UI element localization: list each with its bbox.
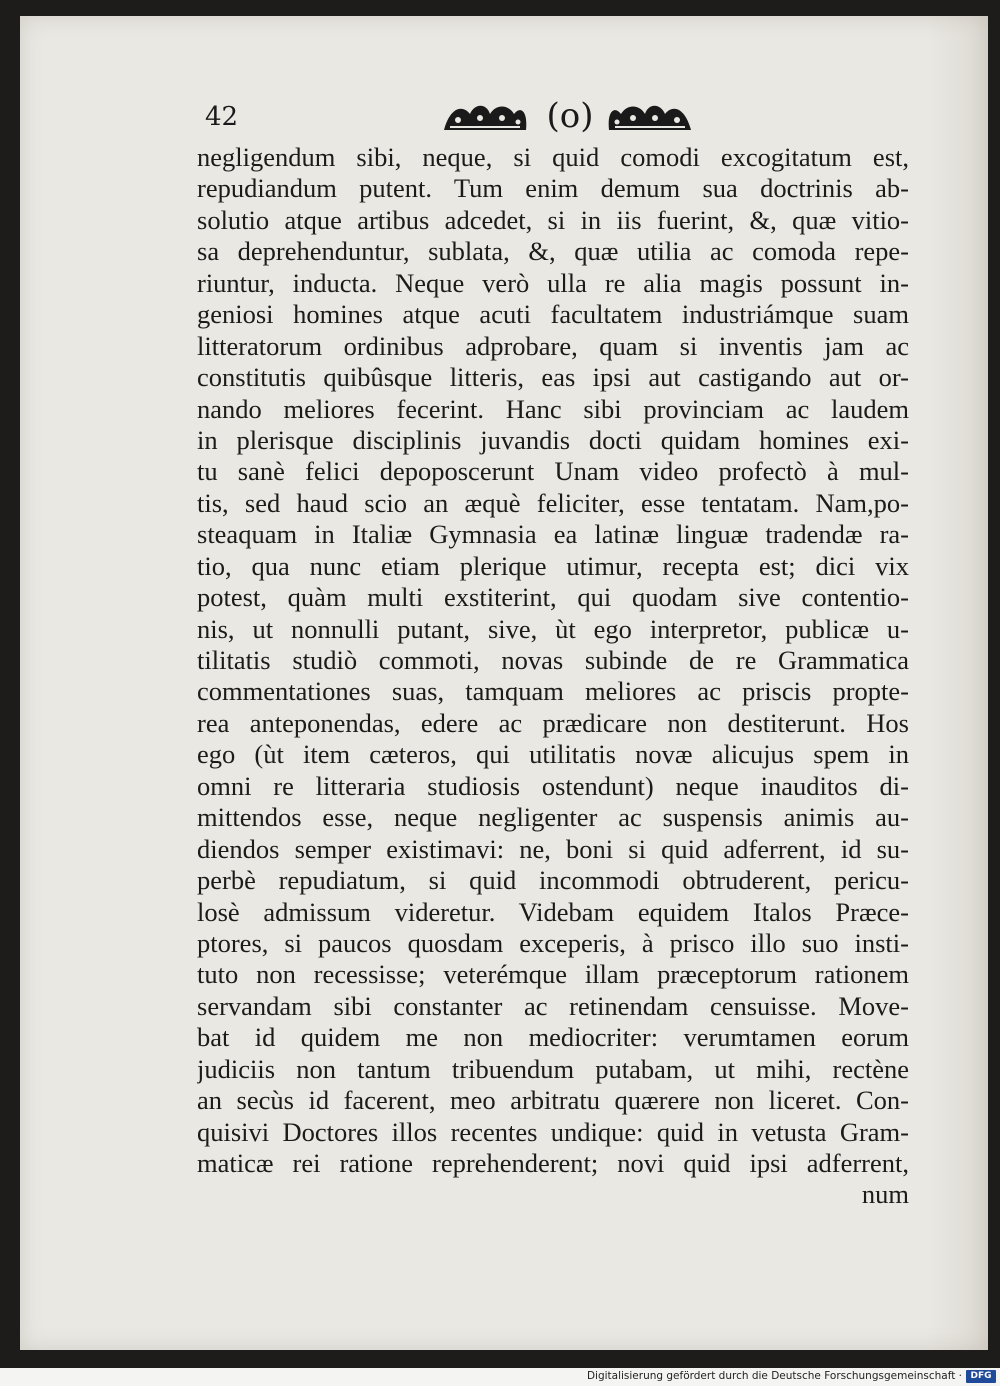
footer-credit: Digitalisierung gefördert durch die Deutsche Forschungsgemeinschaft · xyxy=(586,1370,962,1382)
text-line: commentationes suas, tamquam meliores ac priscis propte- xyxy=(197,676,909,707)
text-line: omni re litteraria studiosis ostendunt) neque inauditos di- xyxy=(197,770,909,801)
header-center-mark: (o) xyxy=(546,96,594,136)
text-line: mittendos esse, neque negligenter ac suspensis animis au- xyxy=(197,802,909,833)
text-line: servandam sibi constanter ac retinendam censuisse. Move- xyxy=(197,990,909,1021)
ornament-left-icon xyxy=(440,100,530,134)
text-line: judiciis non tantum tribuendum putabam, ut mihi, rectène xyxy=(197,1053,909,1084)
text-line: maticæ rei ratione reprehenderent; novi quid ipsi adferrent, xyxy=(197,1148,909,1178)
text-line: tilitatis studiò commoti, novas subinde de re Grammatica xyxy=(197,645,909,675)
text-line: perbè repudiatum, si quid incommodi obtruderent, pericu- xyxy=(197,865,909,896)
text-line: riuntur, inducta. Neque verò ulla re alia magis possunt in- xyxy=(197,267,909,298)
text-line: in plerisque disciplinis juvandis docti quidam homines exi- xyxy=(197,424,909,455)
page-header xyxy=(205,86,765,146)
text-line: steaquam in Italiæ Gymnasia ea latinæ linguæ tradendæ ra- xyxy=(197,519,909,550)
page-number: 42 xyxy=(205,102,239,132)
ornament-right-icon xyxy=(605,100,695,134)
text-line: negligendum sibi, neque, si quid comodi excogitatum est, xyxy=(197,142,909,172)
text-line: solutio atque artibus adcedet, si in iis fuerint, &, quæ vitio- xyxy=(197,204,909,235)
text-line: quisivi Doctores illos recentes undique: quid in vetusta Gram- xyxy=(197,1116,909,1147)
text-line: nando meliores fecerint. Hanc sibi provinciam ac laudem xyxy=(197,393,909,424)
text-line: tio, qua nunc etiam plerique utimur, recepta est; dici vix xyxy=(197,550,909,581)
text-line: repudiandum putent. Tum enim demum sua doctrinis ab- xyxy=(197,173,909,204)
text-line: geniosi homines atque acuti facultatem industriámque suam xyxy=(197,299,909,330)
catchword: num xyxy=(861,1179,909,1210)
text-line: rea anteponendas, edere ac prædicare non destiterunt. Hos xyxy=(197,707,909,738)
text-line: losè admissum videretur. Videbam equidem Italos Præce- xyxy=(197,896,909,927)
body-text xyxy=(197,142,909,1211)
text-line: constitutis quibûsque litteris, eas ipsi aut castigando aut or- xyxy=(197,362,909,393)
text-line: sa deprehenduntur, sublata, &, quæ utilia ac comoda repe- xyxy=(197,236,909,267)
text-line: tuto non recessisse; veterémque illam præceptorum rationem xyxy=(197,959,909,990)
text-line: tu sanè felici depoposcerunt Unam video profectò à mul- xyxy=(197,456,909,487)
text-line: ptores, si paucos quosdam exceperis, à prisco illo suo insti- xyxy=(197,927,909,958)
text-line: nis, ut nonnulli putant, sive, ùt ego interpretor, publicæ u- xyxy=(197,613,909,644)
text-line: ego (ùt item cæteros, qui utilitatis novæ alicujus spem in xyxy=(197,739,909,770)
text-line: diendos semper existimavi: ne, boni si quid adferrent, id su- xyxy=(197,833,909,864)
text-line: bat id quidem me non mediocriter: verumtamen eorum xyxy=(197,1022,909,1053)
text-line: tis, sed haud scio an æquè feliciter, esse tentatam. Nam,po- xyxy=(197,487,909,518)
dfg-logo-icon: DFG xyxy=(966,1370,996,1383)
text-line: litteratorum ordinibus adprobare, quam si inventis jam ac xyxy=(197,330,909,361)
text-line: potest, quàm multi exstiterint, qui quodam sive contentio- xyxy=(197,582,909,613)
text-line: an secùs id facerent, meo arbitratu quærere non liceret. Con- xyxy=(197,1085,909,1116)
